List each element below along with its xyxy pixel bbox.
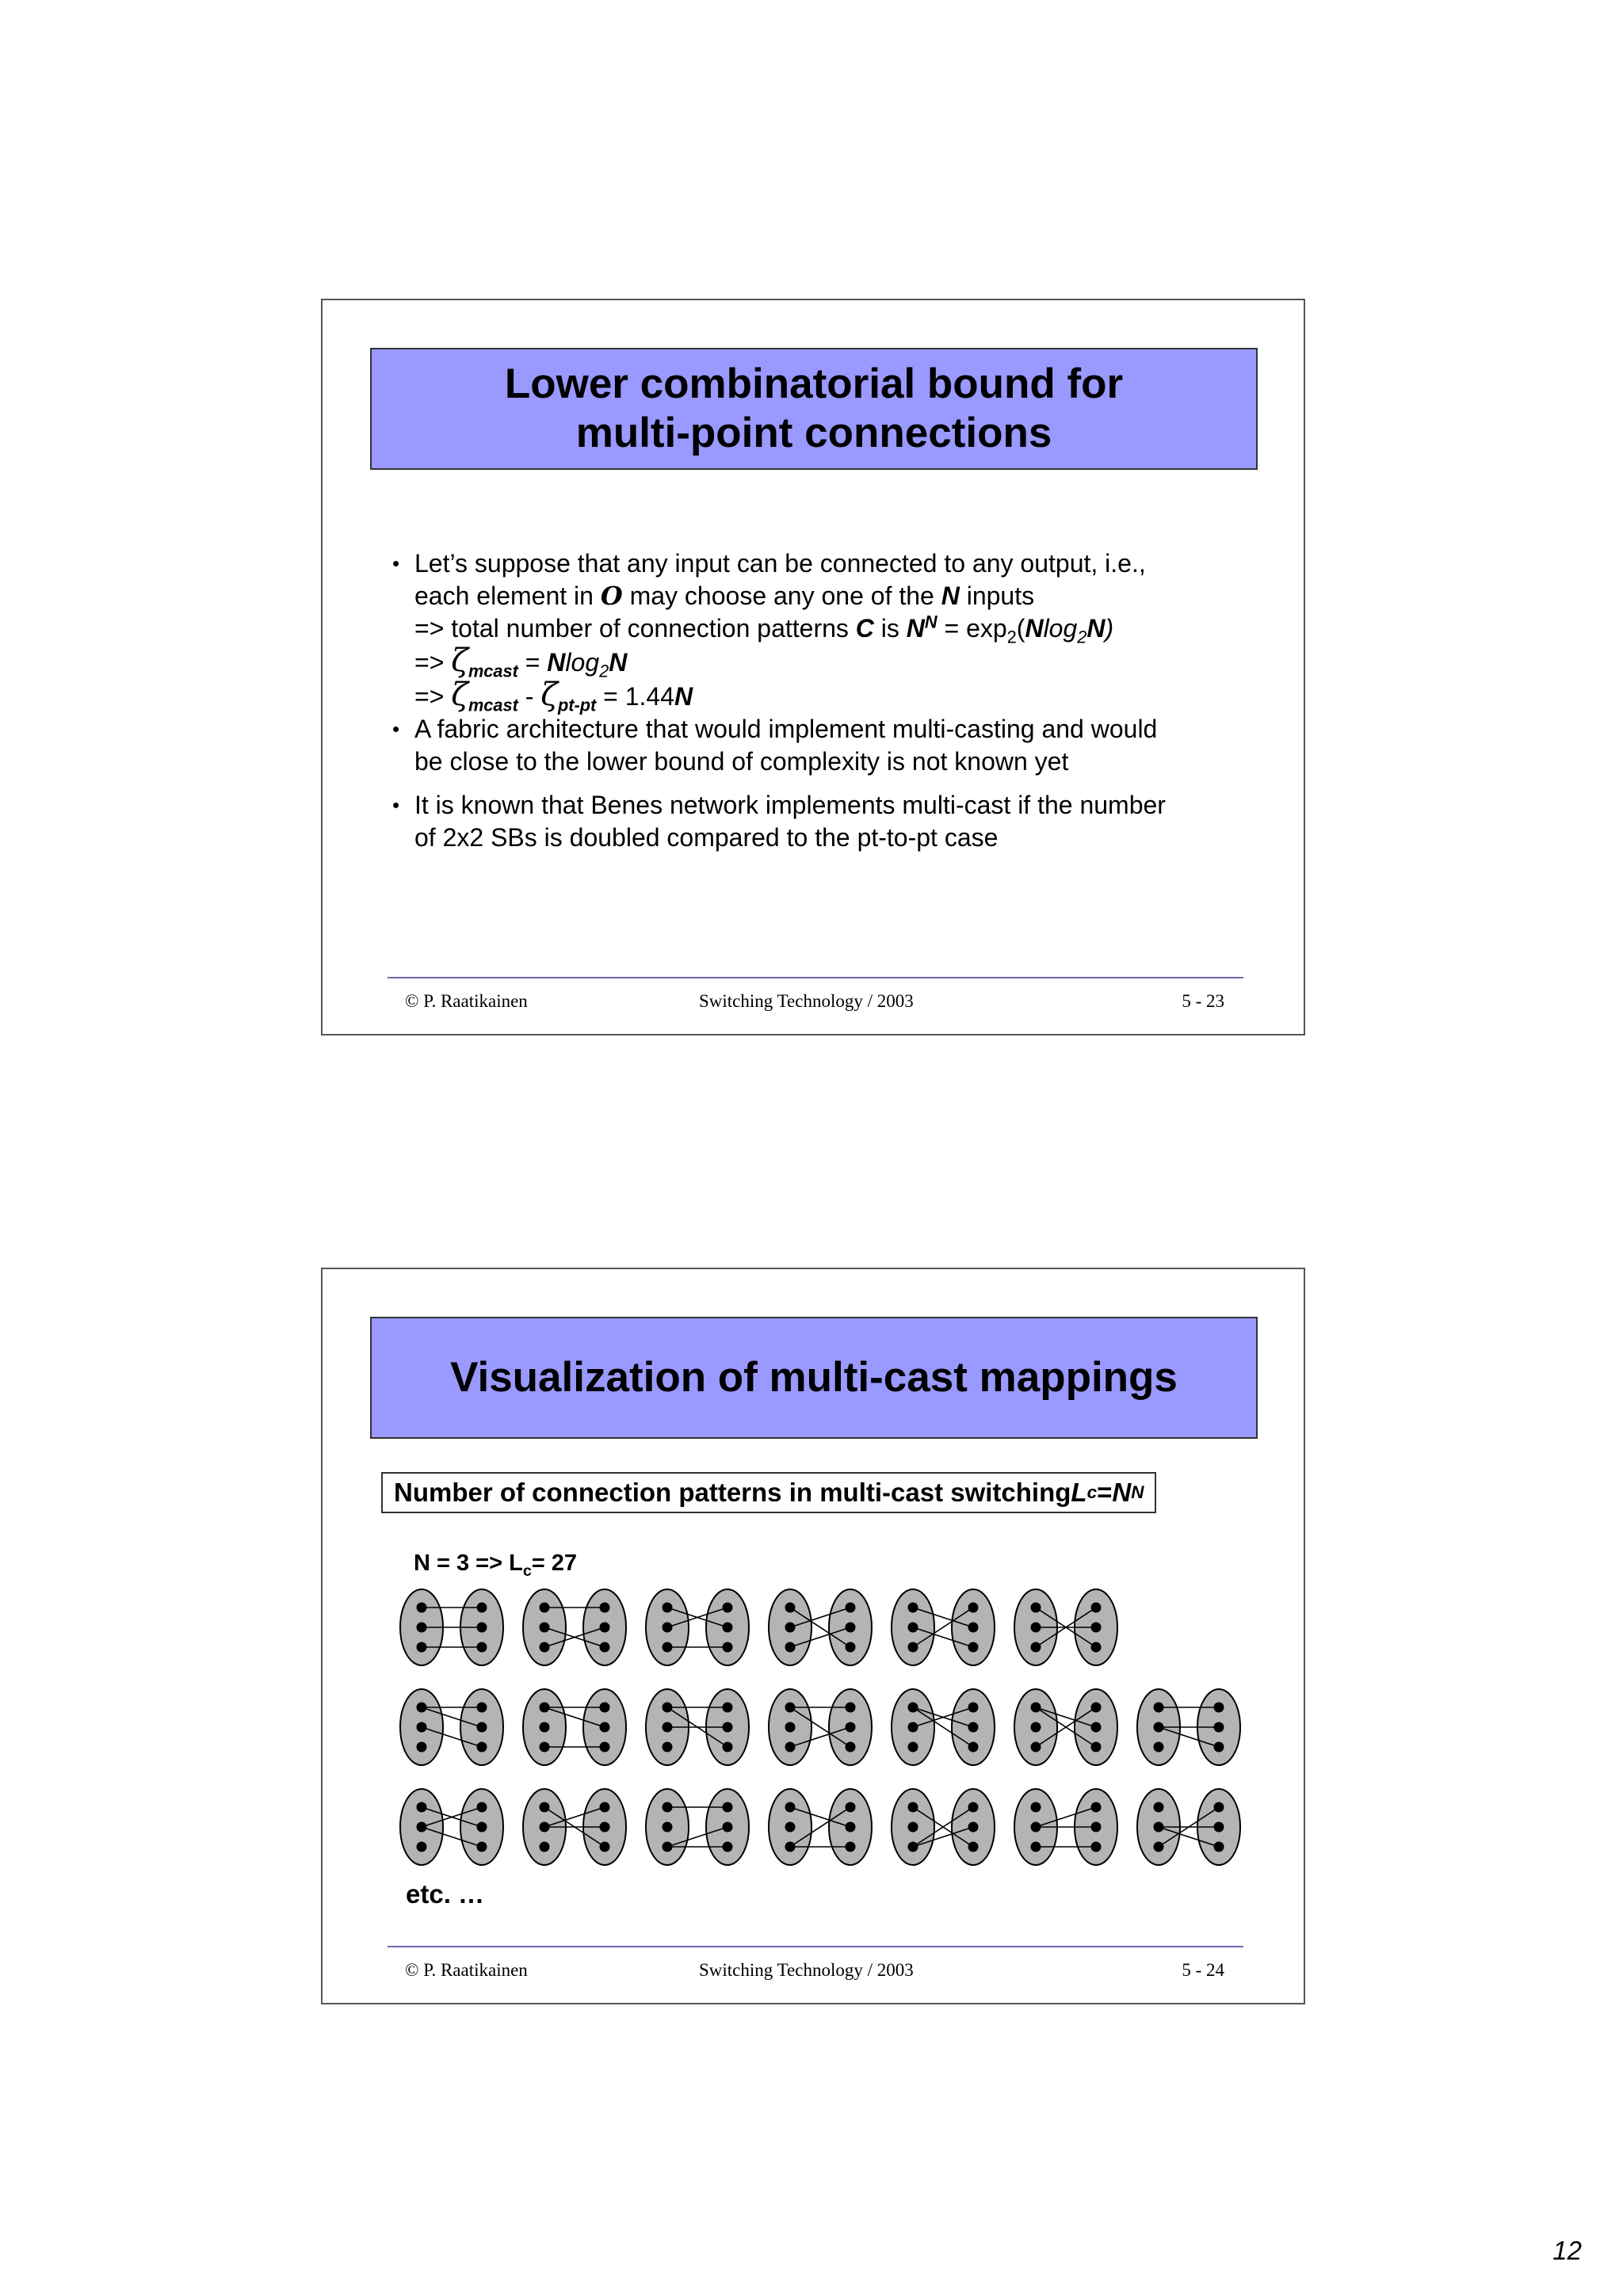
output-node [968,1722,979,1733]
input-node [785,1822,796,1833]
input-node [1154,1822,1164,1833]
footer-author: © P. Raatikainen [405,991,528,1011]
input-node [540,1742,550,1753]
output-node [1091,1722,1102,1733]
output-node [968,1802,979,1813]
output-node [846,1742,856,1753]
n-equals-3-label: $N = 3 => L_c= 27$ [414,1550,578,1580]
input-node [908,1822,918,1833]
input-node [1031,1703,1041,1713]
output-node [600,1742,610,1753]
output-node [600,1603,610,1613]
input-node [540,1703,550,1713]
output-node [1091,1623,1102,1633]
footer-slide-number: 5 - 24 [1182,1960,1224,1980]
input-node [540,1603,550,1613]
mapping-pattern [1014,1589,1117,1665]
output-node [1214,1822,1224,1833]
etc-label: etc. … [406,1879,485,1909]
mapping-pattern [769,1689,872,1765]
output-node [600,1842,610,1852]
input-node [908,1742,918,1753]
output-node [600,1722,610,1733]
output-node [1091,1802,1102,1813]
output-node [477,1802,487,1813]
output-node [600,1642,610,1653]
output-node [968,1603,979,1613]
input-node [417,1742,427,1753]
footer-slide-number: 5 - 23 [1182,991,1224,1011]
input-node [1031,1842,1041,1852]
output-node [846,1822,856,1833]
mapping-pattern [523,1689,626,1765]
input-node [1154,1722,1164,1733]
bullet-item: • Let’s suppose that any input can be connected to any output, i.e., each element in O may choose any one of the N inputs => total number of connection patterns C is $N^N = \exp_2(Nlog_2N)$ => $\zeta_{mcast} = Nlog_2N$ => $\zeta_{mcast} - \zeta_{pt-pt} = 1.44N$ [392,549,1146,715]
input-node [417,1802,427,1813]
input-node [1031,1623,1041,1633]
input-node [785,1722,796,1733]
mapping-pattern [892,1689,995,1765]
mapping-pattern [1137,1689,1240,1765]
slide-title-box [370,1317,1258,1439]
input-node [1031,1822,1041,1833]
output-node [723,1623,733,1633]
output-node [477,1842,487,1852]
output-node [1091,1603,1102,1613]
input-node [908,1603,918,1613]
output-node [1091,1842,1102,1852]
input-node [540,1623,550,1633]
output-node [1091,1822,1102,1833]
input-node [908,1642,918,1653]
output-node [846,1842,856,1852]
input-node [1031,1742,1041,1753]
input-node [785,1603,796,1613]
input-node [417,1642,427,1653]
output-node [723,1603,733,1613]
output-node [723,1703,733,1713]
output-node [477,1603,487,1613]
footer-course: Switching Technology / 2003 [699,1960,914,1980]
output-node [600,1802,610,1813]
output-node [968,1742,979,1753]
slide-title: Lower combinatorial bound for multi-point connections [504,360,1124,456]
slide-5-24 [321,1268,1305,2004]
mapping-pattern [400,1589,503,1665]
footer-divider [388,977,1243,978]
input-node [1154,1742,1164,1753]
mapping-pattern [646,1689,749,1765]
input-node [663,1623,673,1633]
input-node [663,1842,673,1852]
input-node [785,1703,796,1713]
output-node [723,1642,733,1653]
slide-body [392,547,1248,854]
input-node [1031,1642,1041,1653]
output-node [723,1822,733,1833]
slide-5-23 [321,299,1305,1035]
output-node [968,1822,979,1833]
mapping-pattern [892,1789,995,1865]
input-node [908,1623,918,1633]
output-node [968,1623,979,1633]
input-node [663,1642,673,1653]
input-node [663,1722,673,1733]
mapping-pattern [646,1589,749,1665]
input-node [417,1623,427,1633]
output-node [723,1802,733,1813]
multicast-mapping-diagram [398,1586,1254,1871]
output-node [846,1603,856,1613]
mapping-pattern [523,1789,626,1865]
input-node [1154,1842,1164,1852]
input-node [540,1722,550,1733]
input-node [417,1722,427,1733]
output-node [600,1703,610,1713]
output-node [1214,1742,1224,1753]
input-node [1031,1722,1041,1733]
input-node [1154,1703,1164,1713]
output-node [477,1703,487,1713]
output-node [968,1642,979,1653]
output-node [846,1703,856,1713]
output-node [846,1623,856,1633]
output-node [1091,1703,1102,1713]
input-node [1031,1603,1041,1613]
input-node [663,1742,673,1753]
input-node [785,1842,796,1852]
input-node [540,1822,550,1833]
output-node [723,1742,733,1753]
formula-box: Number of connection patterns in multi-cast switching L c = N N [381,1472,1156,1513]
mapping-pattern [523,1589,626,1665]
slide-title-box [370,348,1258,470]
mapping-pattern [400,1689,503,1765]
input-node [1154,1802,1164,1813]
mapping-pattern [892,1589,995,1665]
input-node [540,1802,550,1813]
bullet-dot: • [392,793,400,817]
mapping-pattern [1137,1789,1240,1865]
output-node [600,1822,610,1833]
footer-course: Switching Technology / 2003 [699,991,914,1011]
mapping-pattern [1014,1689,1117,1765]
input-node [417,1703,427,1713]
input-node [540,1642,550,1653]
output-node [1091,1642,1102,1653]
output-node [1091,1742,1102,1753]
output-node [477,1722,487,1733]
input-node [663,1802,673,1813]
output-node [1214,1842,1224,1852]
output-node [1214,1802,1224,1813]
input-node [785,1802,796,1813]
output-node [600,1623,610,1633]
output-node [477,1623,487,1633]
input-node [785,1642,796,1653]
mapping-pattern [769,1589,872,1665]
input-node [417,1822,427,1833]
output-node [1214,1703,1224,1713]
mapping-pattern [646,1789,749,1865]
input-node [908,1722,918,1733]
bullet-item: • A fabric architecture that would implement multi-casting and would be close to the lower bound of complexity is not known yet [392,715,1158,776]
mapping-pattern [1014,1789,1117,1865]
input-node [663,1703,673,1713]
output-node [846,1802,856,1813]
input-node [908,1703,918,1713]
input-node [785,1623,796,1633]
output-node [723,1722,733,1733]
input-node [785,1742,796,1753]
input-node [908,1842,918,1852]
mapping-pattern [400,1789,503,1865]
output-node [968,1703,979,1713]
input-node [417,1603,427,1613]
output-node [968,1842,979,1852]
output-node [477,1642,487,1653]
input-node [663,1603,673,1613]
bullet-dot: • [392,717,400,741]
input-node [1031,1802,1041,1813]
output-node [477,1742,487,1753]
input-node [663,1822,673,1833]
output-node [1214,1722,1224,1733]
input-node [908,1802,918,1813]
mapping-pattern [769,1789,872,1865]
output-node [723,1842,733,1852]
page-number: 12 [1552,2236,1582,2265]
input-node [417,1842,427,1852]
input-node [540,1842,550,1852]
bullet-item: • It is known that Benes network implements multi-cast if the number of 2x2 SBs is doubled compared to the pt-to-pt case [392,791,1166,852]
output-node [477,1822,487,1833]
bullet-dot: • [392,551,400,575]
output-node [846,1722,856,1733]
output-node [846,1642,856,1653]
footer-divider [388,1946,1243,1947]
slide-title: Visualization of multi-cast mappings [450,1354,1178,1401]
footer-author: © P. Raatikainen [405,1960,528,1980]
